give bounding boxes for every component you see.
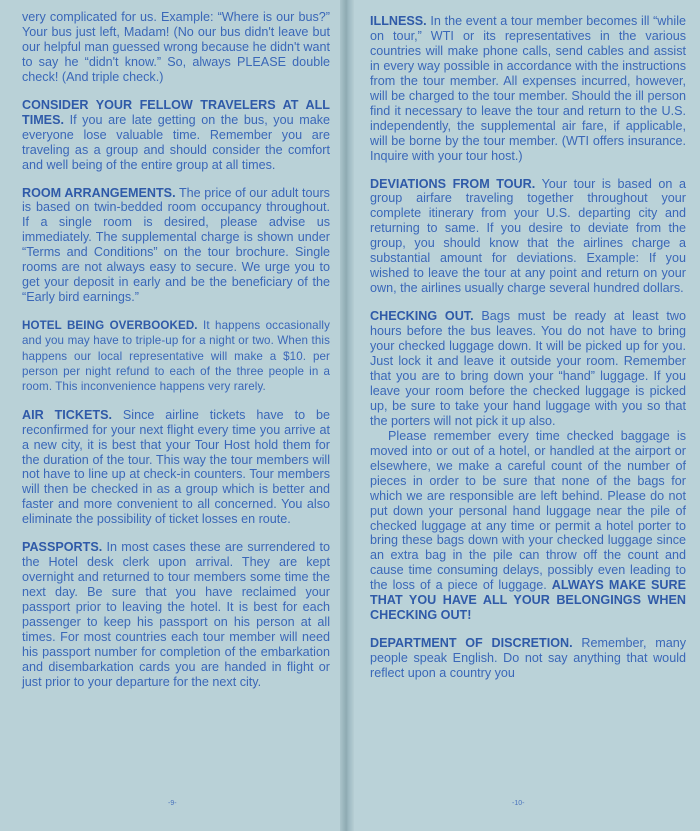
section-air-tickets xyxy=(22,408,330,528)
section-checking-out xyxy=(370,309,686,623)
section-body-text: Please remember every time checked baggage is moved into or out of a hotel, or handled at the airport or elsewhere, we make a careful count of the number of pieces in order to be sure that none of the bags for which we are responsible are left behind. Please do not put down your personal hand luggage near the pile of checked luggage at any time or permit a hotel porter to bring these bags down with your checked luggage since an extra bag in the pile can throw off the count and cause time consuming delays, possibly even leading to the loss of a piece of luggage. xyxy=(370,428,686,593)
section-body: Remember, many people speak English. Do not say anything that would reflect upon a country you xyxy=(370,636,686,681)
section-heading: ROOM ARRANGEMENTS. xyxy=(22,185,176,200)
section-deviations xyxy=(370,177,686,297)
right-page xyxy=(346,0,700,831)
section-hotel-overbooked xyxy=(22,318,330,394)
section-heading: CHECKING OUT. xyxy=(370,309,474,324)
book-gutter xyxy=(340,0,354,831)
section-body: In most cases these are surrendered to the Hotel desk clerk upon arrival. They are kept overnight and returned to tour members some time the next day. Be sure that you have reclaimed your passport prior to leaving the hotel. It is best for each passenger to keep his passport on his person at all times. For most countries each tour member will need his passport number for completion of the embarkation and disembarkation cards you are handed in flight or just prior to your departure for the next city. xyxy=(22,540,330,689)
section-heading: PASSPORTS. xyxy=(22,540,103,555)
section-body-continued xyxy=(370,429,686,623)
section-room-arrangements xyxy=(22,186,330,306)
section-discretion xyxy=(370,636,686,681)
section-body: Your tour is based on a group airfare traveling together throughout your complete itinerary from your U.S. departing city and returning to same. If you desire to deviate from the group, you should know that the airlines charge a substantial amount for deviations. Example: If you wished to leave the tour at any point and return on your own, the airlines usually charge several hundred dollars. xyxy=(370,176,686,296)
section-heading: ILLNESS. xyxy=(370,14,427,28)
section-illness xyxy=(370,14,686,164)
page-number-right: -10- xyxy=(512,800,525,807)
section-body: Bags must be ready at least two hours before the bus leaves. You do not have to bring your checked luggage down. It will be picked up for you. Just lock it and leave it outside your room. Remember that you are to bring down your “hand” luggage. If you leave your room before the checked luggage is picked up, be sure to take your hand luggage with you so that the porters will not pick it up also. xyxy=(370,309,687,428)
section-body: Since airline tickets have to be reconfirmed for your next flight every time you arrive at a new city, it is best that your Tour Host hold them for the duration of the tour. This way the tour members will not have to line up at check-in counters. Tour members will then be checked in as a group which is better and faster and more convenient to all concerned. You also eliminate the possibility of ticket losses en route. xyxy=(22,407,330,527)
section-heading: DEVIATIONS FROM TOUR. xyxy=(370,176,536,191)
section-body: In the event a tour member becomes ill “while on tour,” WTI or its representatives in the various countries will make phone calls, send cables and assist in every way possible in accordance with the instructions from the tour member. All expenses incurred, however, will be charged to the tour member. Should the ill person find it necessary to leave the tour and return to the U.S. independently, the supplemental air fare, if applicable, will be borne by the tour member. (WTI offers insurance. Inquire with your tour host.) xyxy=(370,14,686,163)
section-heading: CONSIDER YOUR FELLOW TRAVELERS AT ALL TIMES. xyxy=(22,97,330,127)
section-body: If you are late getting on the bus, you make everyone lose valuable time. Remember you are traveling as a group and should consider the comfort and well being of the entire group at all times. xyxy=(22,112,330,172)
page-number-left: -9- xyxy=(168,800,177,807)
left-page xyxy=(0,0,346,831)
section-heading: AIR TICKETS. xyxy=(22,407,112,422)
intro-paragraph: very complicated for us. Example: “Where is our bus?” Your bus just left, Madam! (No our bus didn't leave but our helpful man guessed wrong because he didn't want to say he “didn't know.” So, always PLEASE double check! (And triple check.) xyxy=(22,10,330,84)
section-body: The price of our adult tours is based on twin-bedded room occupancy throughout. If a single room is desired, please advise us immediately. The supplemental charge is shown under “Terms and Conditions” on the tour brochure. Single rooms are not always easy to secure. We urge you to get your deposit in early and be the beneficiary of the “Early bird earnings.” xyxy=(22,185,330,305)
warning-emphasis: ALWAYS MAKE SURE THAT YOU HAVE ALL YOUR BELONGINGS WHEN CHECKING OUT! xyxy=(370,578,686,623)
section-heading: DEPARTMENT OF DISCRETION. xyxy=(370,636,573,651)
section-consider-travelers xyxy=(22,98,330,173)
section-body: It happens occasionally and you may have to triple-up for a night or two. When this happens our local representative will make a $10. per person per night refund to each of the three people in a room. This inconvenience happens very rarely. xyxy=(22,319,330,394)
section-passports xyxy=(22,540,330,690)
section-heading: HOTEL BEING OVERBOOKED. xyxy=(22,319,198,333)
